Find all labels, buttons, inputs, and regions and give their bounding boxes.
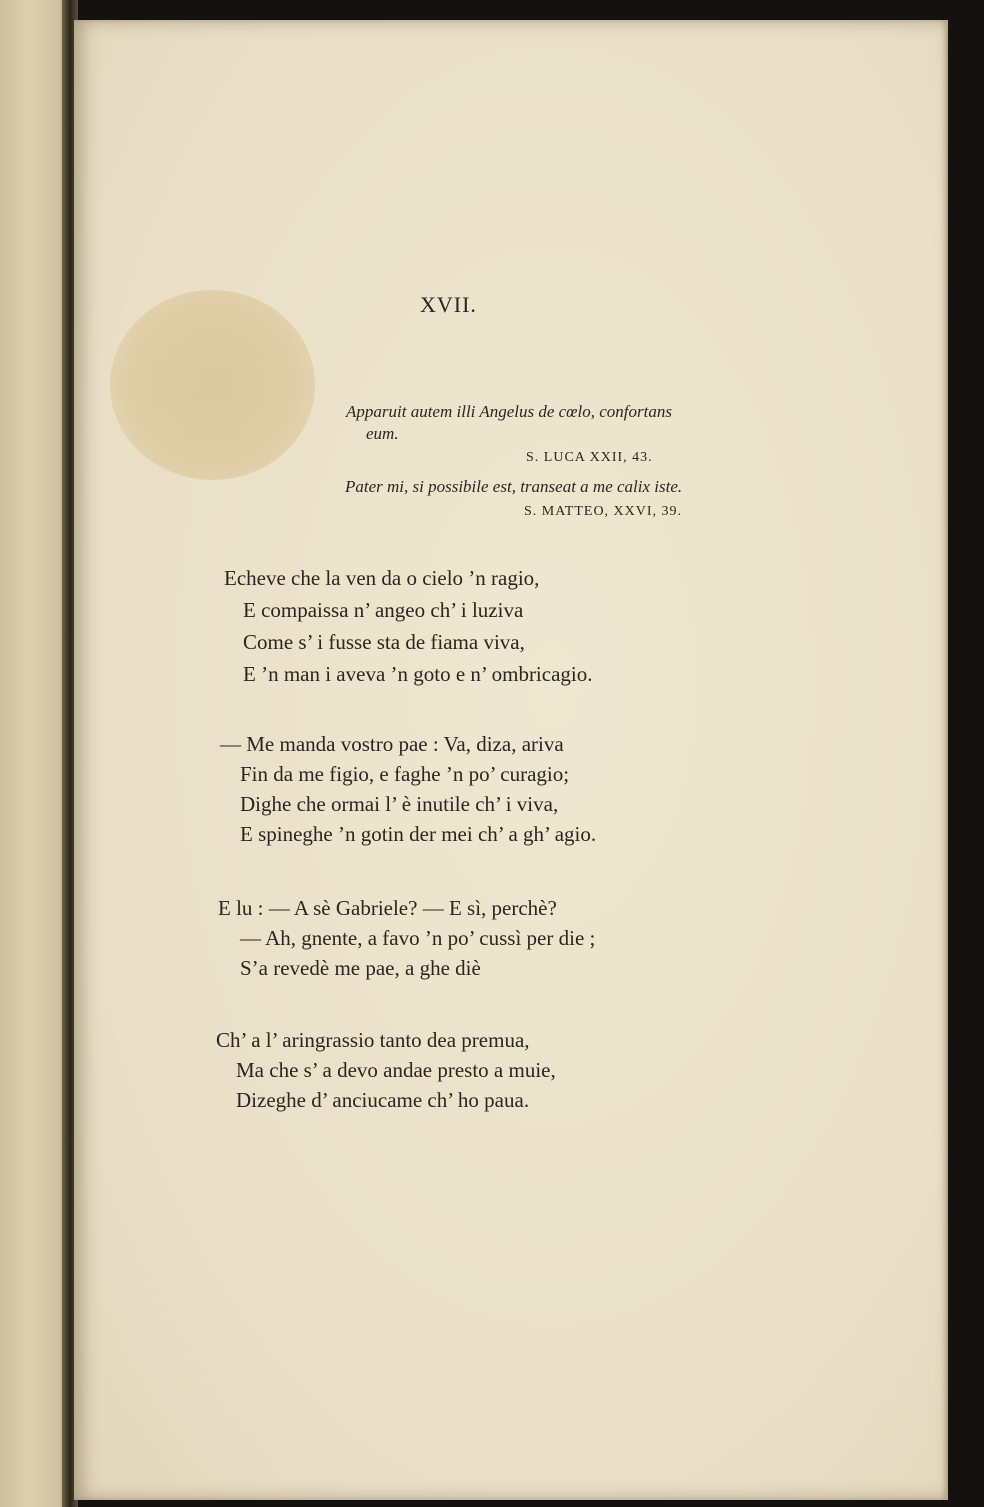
stanza-1-line-3: Come s’ i fusse sta de fiama viva, [243,630,525,654]
stanza-4-line-2: Ma che s’ a devo andae presto a muie, [236,1058,556,1082]
stanza-2-line-4: E spineghe ’n gotin der mei ch’ a gh’ agio. [240,822,597,846]
epigraph-1-line-2: eum. [366,424,399,443]
chapter-number: XVII. [420,292,477,317]
epigraph-1-citation: S. LUCA XXII, 43. [526,450,653,465]
stanza-2-line-2: Fin da me figio, e faghe ’n po’ curagio; [240,762,570,786]
stanza-1-line-2: E compaissa n’ angeo ch’ i luziva [243,598,524,622]
epigraph-2-line-1: Pater mi, si possibile est, transeat a me calix iste. [345,477,683,496]
stanza-1-line-4: E ’n man i aveva ’n goto e n’ ombricagio. [243,662,593,686]
epigraph-2-citation: S. MATTEO, XXVI, 39. [524,504,683,519]
epigraph-1-line-1: Apparuit autem illi Angelus de cœlo, confortans [346,402,672,421]
stanza-2-line-1: — Me manda vostro pae : Va, diza, ariva [220,732,564,756]
book-page [74,20,948,1500]
facing-page-edge [0,0,70,1507]
stanza-4-line-1: Ch’ a l’ aringrassio tanto dea premua, [216,1028,530,1052]
water-stain [110,290,315,480]
stanza-3-line-1: E lu : — A sè Gabriele? — E sì, perchè? [218,896,557,920]
stanza-3-line-2: — Ah, gnente, a favo ’n po’ cussì per die ; [240,926,596,950]
stanza-1-line-1: Echeve che la ven da o cielo ’n ragio, [224,566,540,590]
stanza-3-line-3: S’a revedè me pae, a ghe diè [240,956,481,980]
stanza-4-line-3: Dizeghe d’ anciucame ch’ ho paua. [236,1088,530,1112]
stanza-2-line-3: Dighe che ormai l’ è inutile ch’ i viva, [240,792,559,816]
